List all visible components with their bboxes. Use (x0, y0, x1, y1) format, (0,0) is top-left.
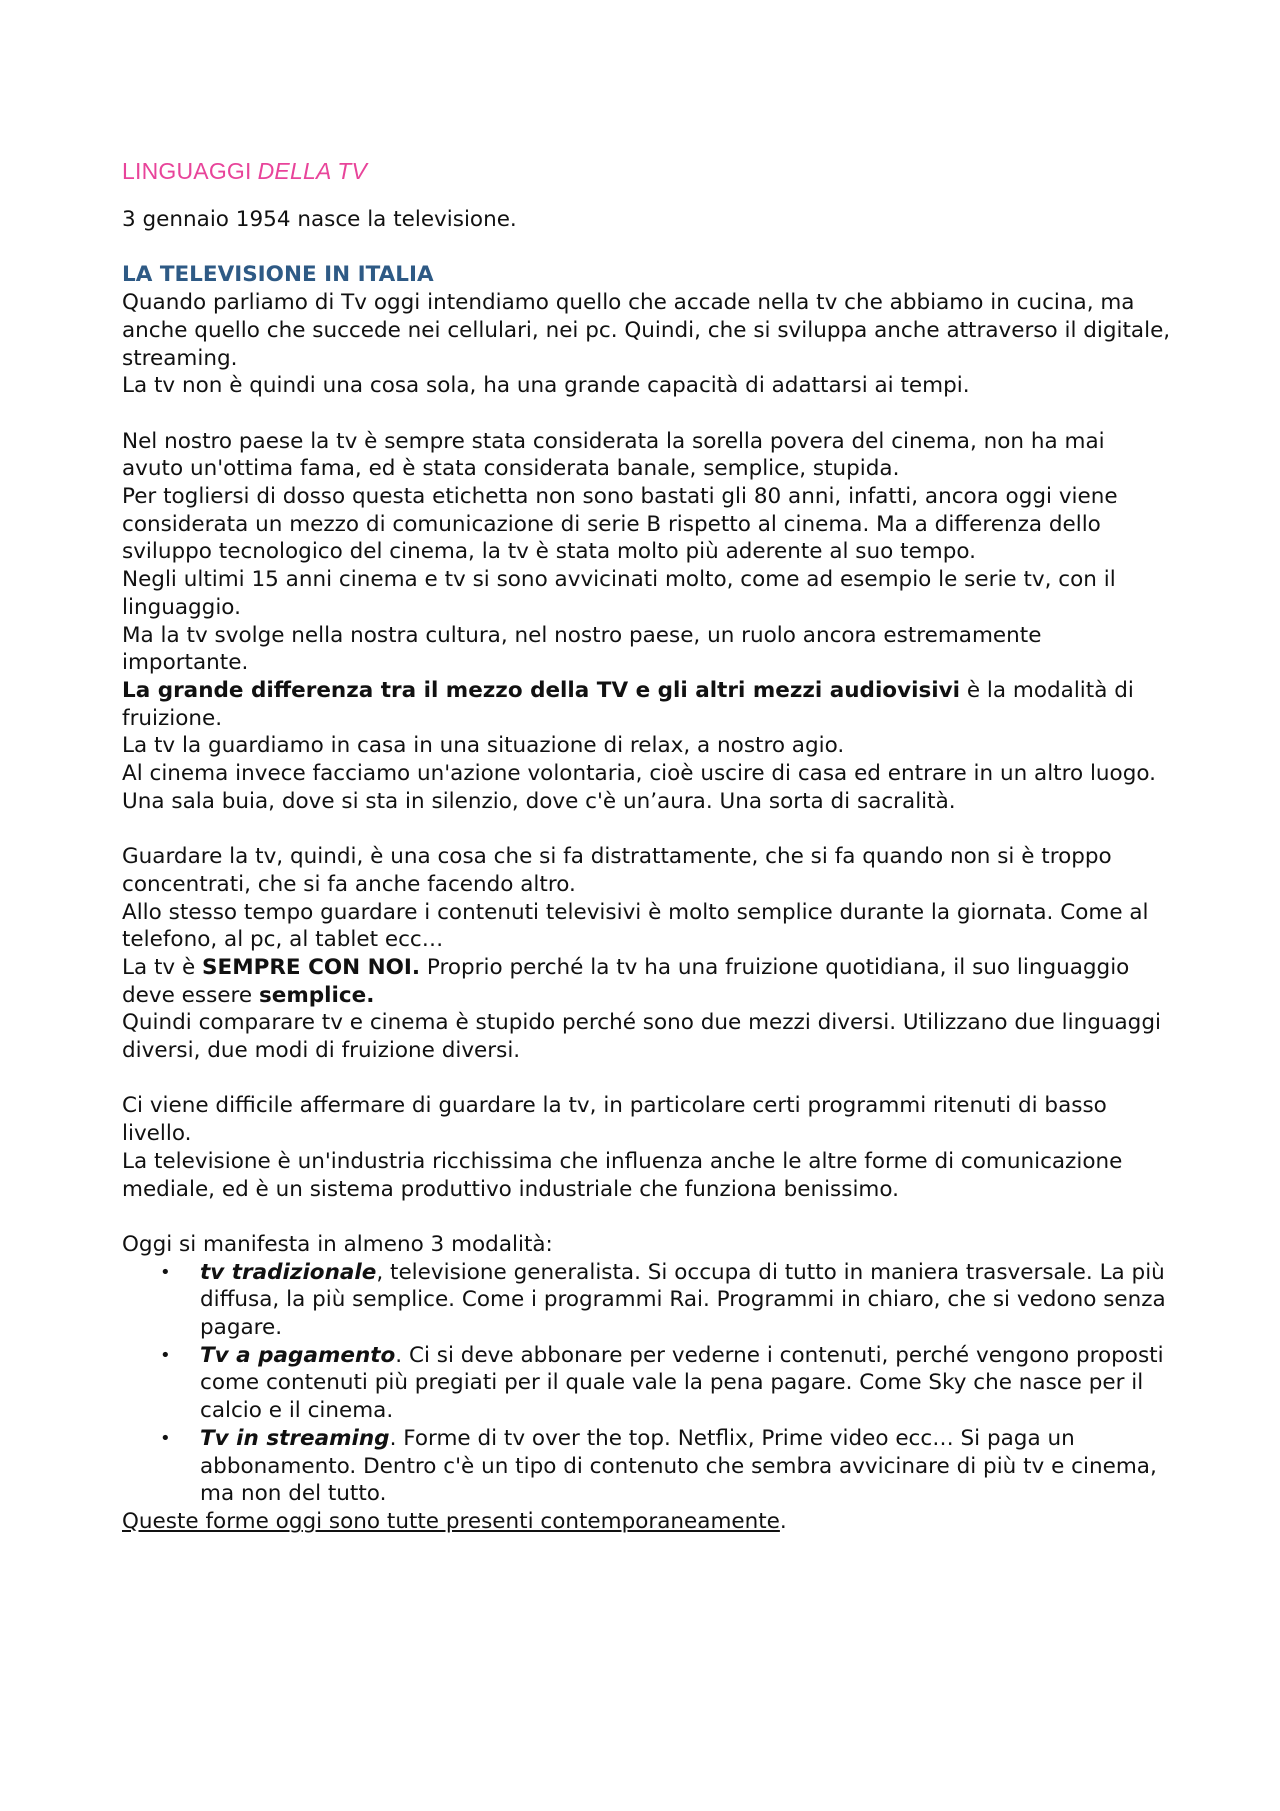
paragraph-3: Nel nostro paese la tv è sempre stata considerata la sorella povera del cinema, non ha mai avuto un'ottima fama, ed è stata considerata banale, semplice, stupida. (122, 428, 1105, 482)
section-heading: LA TELEVISIONE IN ITALIA (122, 262, 434, 288)
intro-paragraph: 3 gennaio 1954 nasce la televisione. (122, 207, 517, 232)
paragraph-7 (122, 677, 1172, 732)
paragraph-11: Allo stesso tempo guardare i contenuti televisivi è molto semplice durante la giornata. Come al telefono, al pc, al tablet ecc… (122, 899, 1149, 953)
paragraph-4: Per togliersi di dosso questa etichetta non sono bastati gli 80 anni, infatti, ancora oggi viene considerata un mezzo di comunicazione di serie B rispetto al cinema. Ma a differenza dello sviluppo tecnologico del cinema, la tv è stata molto più aderente al suo tempo. (122, 484, 1118, 565)
paragraph-5: Negli ultimi 15 anni cinema e tv si sono avvicinati molto, come ad esempio le serie tv, con il linguaggio. (122, 567, 1116, 620)
simple-bold: semplice. (258, 982, 375, 1008)
document-title (122, 156, 1172, 186)
key-difference-rest: è la modalità di fruizione. (122, 677, 1134, 731)
mode-term: Tv in streaming (200, 1425, 390, 1451)
mode-text: . Forme di tv over the top. Netflix, Prime video ecc… Si paga un abbonamento. Dentro c'è un tipo di contenuto che sembra avvicinare di più tv e cinema, ma non del tutto. (200, 1425, 1157, 1507)
list-item (160, 1425, 1172, 1508)
paragraph-2: La tv non è quindi una cosa sola, ha una grande capacità di adattarsi ai tempi. (122, 373, 970, 399)
key-difference-bold: La grande differenza tra il mezzo della TV e gli altri mezzi audiovisivi (122, 677, 961, 703)
mode-text: , televisione generalista. Si occupa di tutto in maniera trasversale. La più diffusa, la più semplice. Come i programmi Rai. Programmi in chiaro, che si vedono senza pagare. (200, 1259, 1166, 1341)
bullet-icon: • (160, 1344, 171, 1366)
list-item (160, 1342, 1172, 1425)
closing-period: . (779, 1508, 787, 1534)
modes-list (122, 1259, 1172, 1508)
paragraph-9: Al cinema invece facciamo un'azione volontaria, cioè uscire di casa ed entrare in un altro luogo. Una sala buia, dove si sta in silenzio, dove c'è un’aura. Una sorta di sacralità. (122, 761, 1156, 814)
closing-underlined: Queste forme oggi sono tutte presenti contemporaneamente (122, 1508, 780, 1534)
paragraph-15: La televisione è un'industria ricchissima che influenza anche le altre forme di comunicazione mediale, ed è un sistema produttivo industriale che funziona benissimo. (122, 1148, 1123, 1202)
p12-text-b: Proprio perché la tv ha una fruizione quotidiana, il suo linguaggio deve essere (122, 954, 1130, 1008)
paragraph-13: Quindi comparare tv e cinema è stupido perché sono due mezzi diversi. Utilizzano due linguaggi diversi, due modi di fruizione diversi. (122, 1010, 1161, 1064)
title-part-2: DELLA TV (257, 158, 368, 184)
list-item (160, 1259, 1172, 1342)
mode-term: Tv a pagamento (200, 1342, 396, 1368)
document-page (122, 150, 1172, 1536)
title-part-1: LINGUAGGI (122, 158, 252, 184)
paragraph-16: Oggi si manifesta in almeno 3 modalità: (122, 1231, 553, 1257)
bullet-icon: • (160, 1427, 171, 1449)
bullet-icon: • (160, 1261, 171, 1283)
mode-text: . Ci si deve abbonare per vederne i contenuti, perché vengono proposti come contenuti più pregiati per il quale vale la pena pagare. Come Sky che nasce per il calcio e il cinema. (200, 1342, 1164, 1424)
paragraph-1: Quando parliamo di Tv oggi intendiamo quello che accade nella tv che abbiamo in cucina, ma anche quello che succede nei cellulari, nei pc. Quindi, che si sviluppa anche attraverso il digitale, streaming. (122, 290, 1171, 371)
p12-text-a: La tv è (122, 954, 203, 980)
paragraph-14: Ci viene difficile affermare di guardare la tv, in particolare certi programmi ritenuti di basso livello. (122, 1093, 1107, 1147)
mode-term: tv tradizionale (200, 1259, 377, 1285)
paragraph-12 (122, 954, 1172, 1009)
paragraph-6: Ma la tv svolge nella nostra cultura, nel nostro paese, un ruolo ancora estremamente importante. (122, 622, 1042, 676)
closing-paragraph (122, 1508, 1172, 1536)
paragraph-8: La tv la guardiamo in casa in una situazione di relax, a nostro agio. (122, 733, 845, 759)
paragraph-10: Guardare la tv, quindi, è una cosa che si fa distrattamente, che si fa quando non si è troppo concentrati, che si fa anche facendo altro. (122, 844, 1112, 897)
always-with-us-bold: SEMPRE CON NOI. (202, 954, 421, 980)
